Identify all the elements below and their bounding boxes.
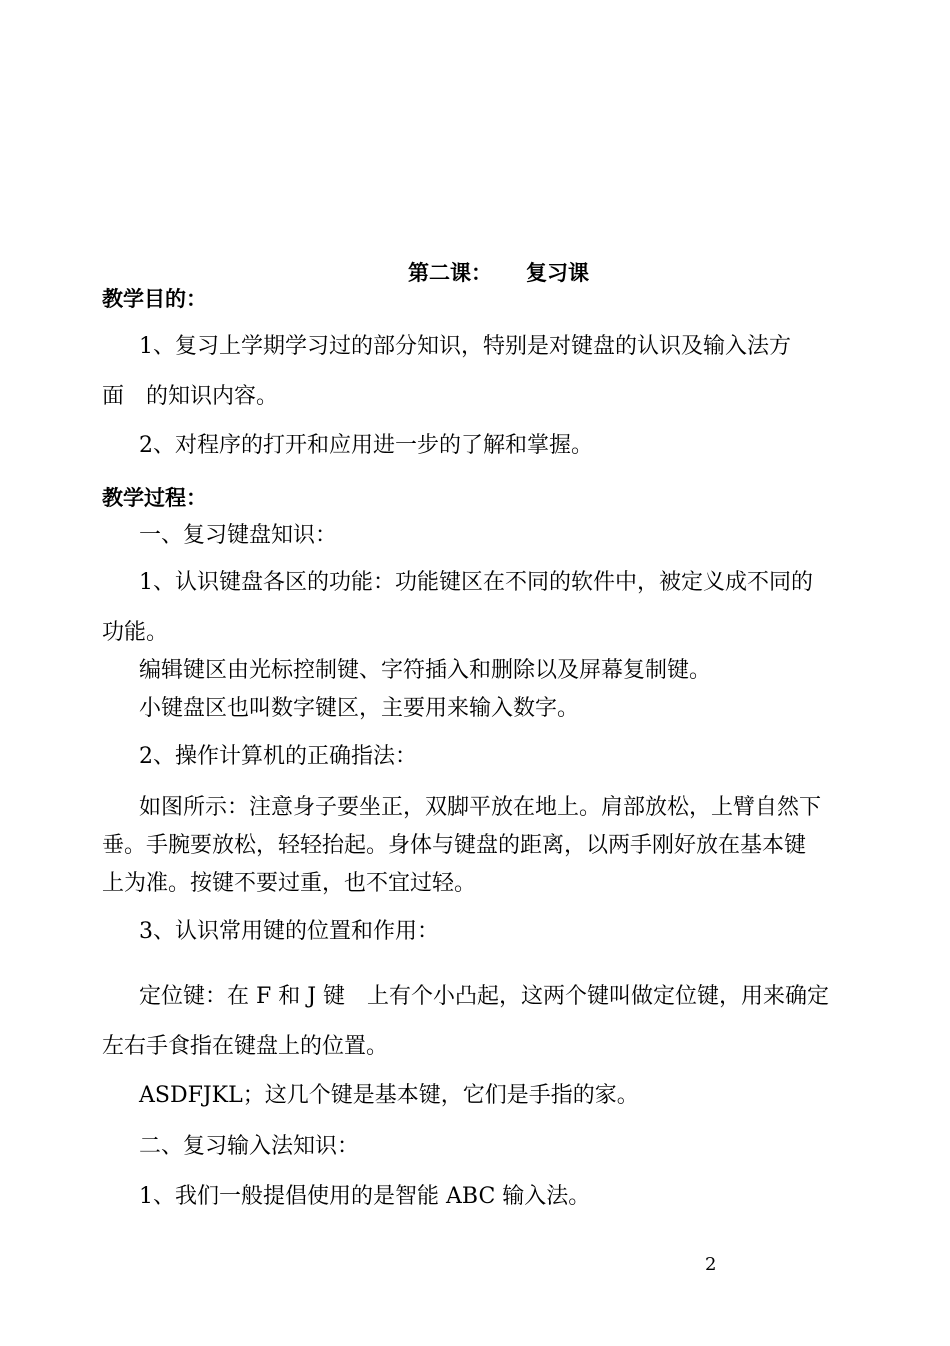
goal-1-line-1: 1、复习上学期学习过的部分知识，特别是对键盘的认识及输入法方 <box>139 334 791 359</box>
item-2: 2、操作计算机的正确指法： <box>139 744 417 769</box>
page-number: 2 <box>705 1254 717 1275</box>
home-keys-line-1: 定位键：在 F 和 J 键 上有个小凸起，这两个键叫做定位键，用来确定 <box>139 984 830 1009</box>
item-1-line-2: 功能。 <box>102 620 169 645</box>
goal-2: 2、对程序的打开和应用进一步的了解和掌握。 <box>139 433 593 458</box>
item-3: 3、认识常用键的位置和作用： <box>139 919 439 944</box>
lesson-name: 复习课 <box>526 261 589 285</box>
lesson-title <box>408 258 589 288</box>
home-keys-line-2: 左右手食指在键盘上的位置。 <box>102 1034 389 1059</box>
item-1-line-1: 1、认识键盘各区的功能：功能键区在不同的软件中，被定义成不同的 <box>139 570 813 595</box>
part-2-heading: 二、复习输入法知识： <box>139 1134 360 1159</box>
process-heading: 教学过程： <box>102 486 207 510</box>
edit-keys-text: 编辑键区由光标控制键、字符插入和删除以及屏幕复制键。 <box>139 658 712 683</box>
part-1-heading: 一、复习键盘知识： <box>139 523 338 548</box>
posture-line-1: 如图所示：注意身子要坐正，双脚平放在地上。肩部放松，上臂自然下 <box>139 795 822 820</box>
goal-1-line-2: 面 的知识内容。 <box>102 384 279 409</box>
lesson-number: 第二课： <box>408 261 492 285</box>
goals-heading: 教学目的： <box>102 287 207 311</box>
posture-line-3: 上为准。按键不要过重，也不宜过轻。 <box>102 871 477 896</box>
ime-text: 1、我们一般提倡使用的是智能 ABC 输入法。 <box>139 1184 591 1209</box>
posture-line-2: 垂。手腕要放松，轻轻抬起。身体与键盘的距离，以两手刚好放在基本键 <box>102 833 807 858</box>
numpad-text: 小键盘区也叫数字键区，主要用来输入数字。 <box>139 696 580 721</box>
base-keys-text: ASDFJKL；这几个键是基本键，它们是手指的家。 <box>139 1083 639 1108</box>
